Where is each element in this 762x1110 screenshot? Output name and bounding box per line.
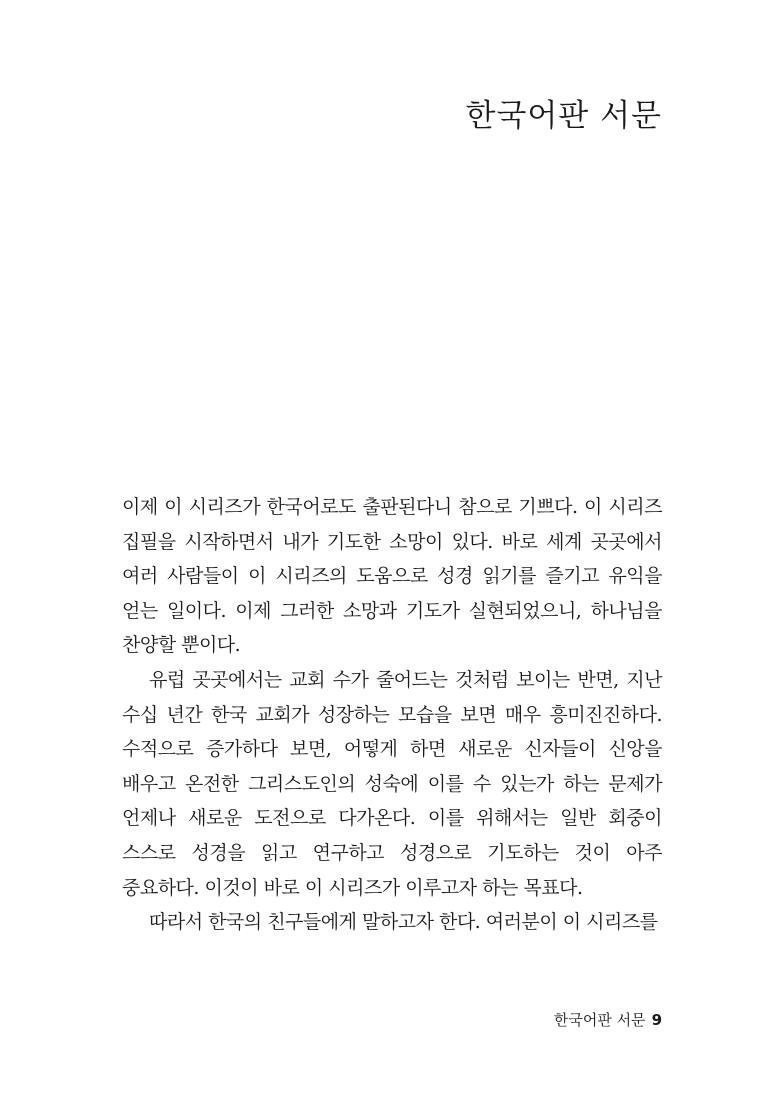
body-text: [122, 490, 662, 940]
running-title: 한국어판 서문: [553, 1011, 646, 1029]
running-footer: [554, 1009, 662, 1030]
page-number: 9: [651, 1011, 662, 1029]
paragraph: 이제 이 시리즈가 한국어로도 출판된다니 참으로 기쁘다. 이 시리즈 집필을 시작하면서 내가 기도한 소망이 있다. 바로 세계 곳곳에서 여러 사람들이 이 시리즈의 도움으로 성경 읽기를 즐기고 유익을 얻는 일이다. 이제 그러한 소망과 기도가 실현되었으니, 하나님을 찬양할 뿐이다.: [122, 496, 662, 657]
paragraph: 따라서 한국의 친구들에게 말하고자 한다. 여러분이 이 시리즈를: [149, 911, 658, 934]
chapter-title: 한국어판 서문: [465, 98, 662, 134]
paragraph: 유럽 곳곳에서는 교회 수가 줄어드는 것처럼 보이는 반면, 지난 수십 년간 한국 교회가 성장하는 모습을 보면 매우 흥미진진하다. 수적으로 증가하다 보면, 어떻게 하면 새로운 신자들이 신앙을 배우고 온전한 그리스도인의 성숙에 이를 수 있는가 하는 문제가 언제나 새로운 도전으로 다가온다. 이를 위해서는 일반 회중이 스스로 성경을 읽고 연구하고 성경으로 기도하는 것이 아주 중요하다. 이것이 바로 이 시리즈가 이루고자 하는 목표다.: [122, 668, 662, 899]
